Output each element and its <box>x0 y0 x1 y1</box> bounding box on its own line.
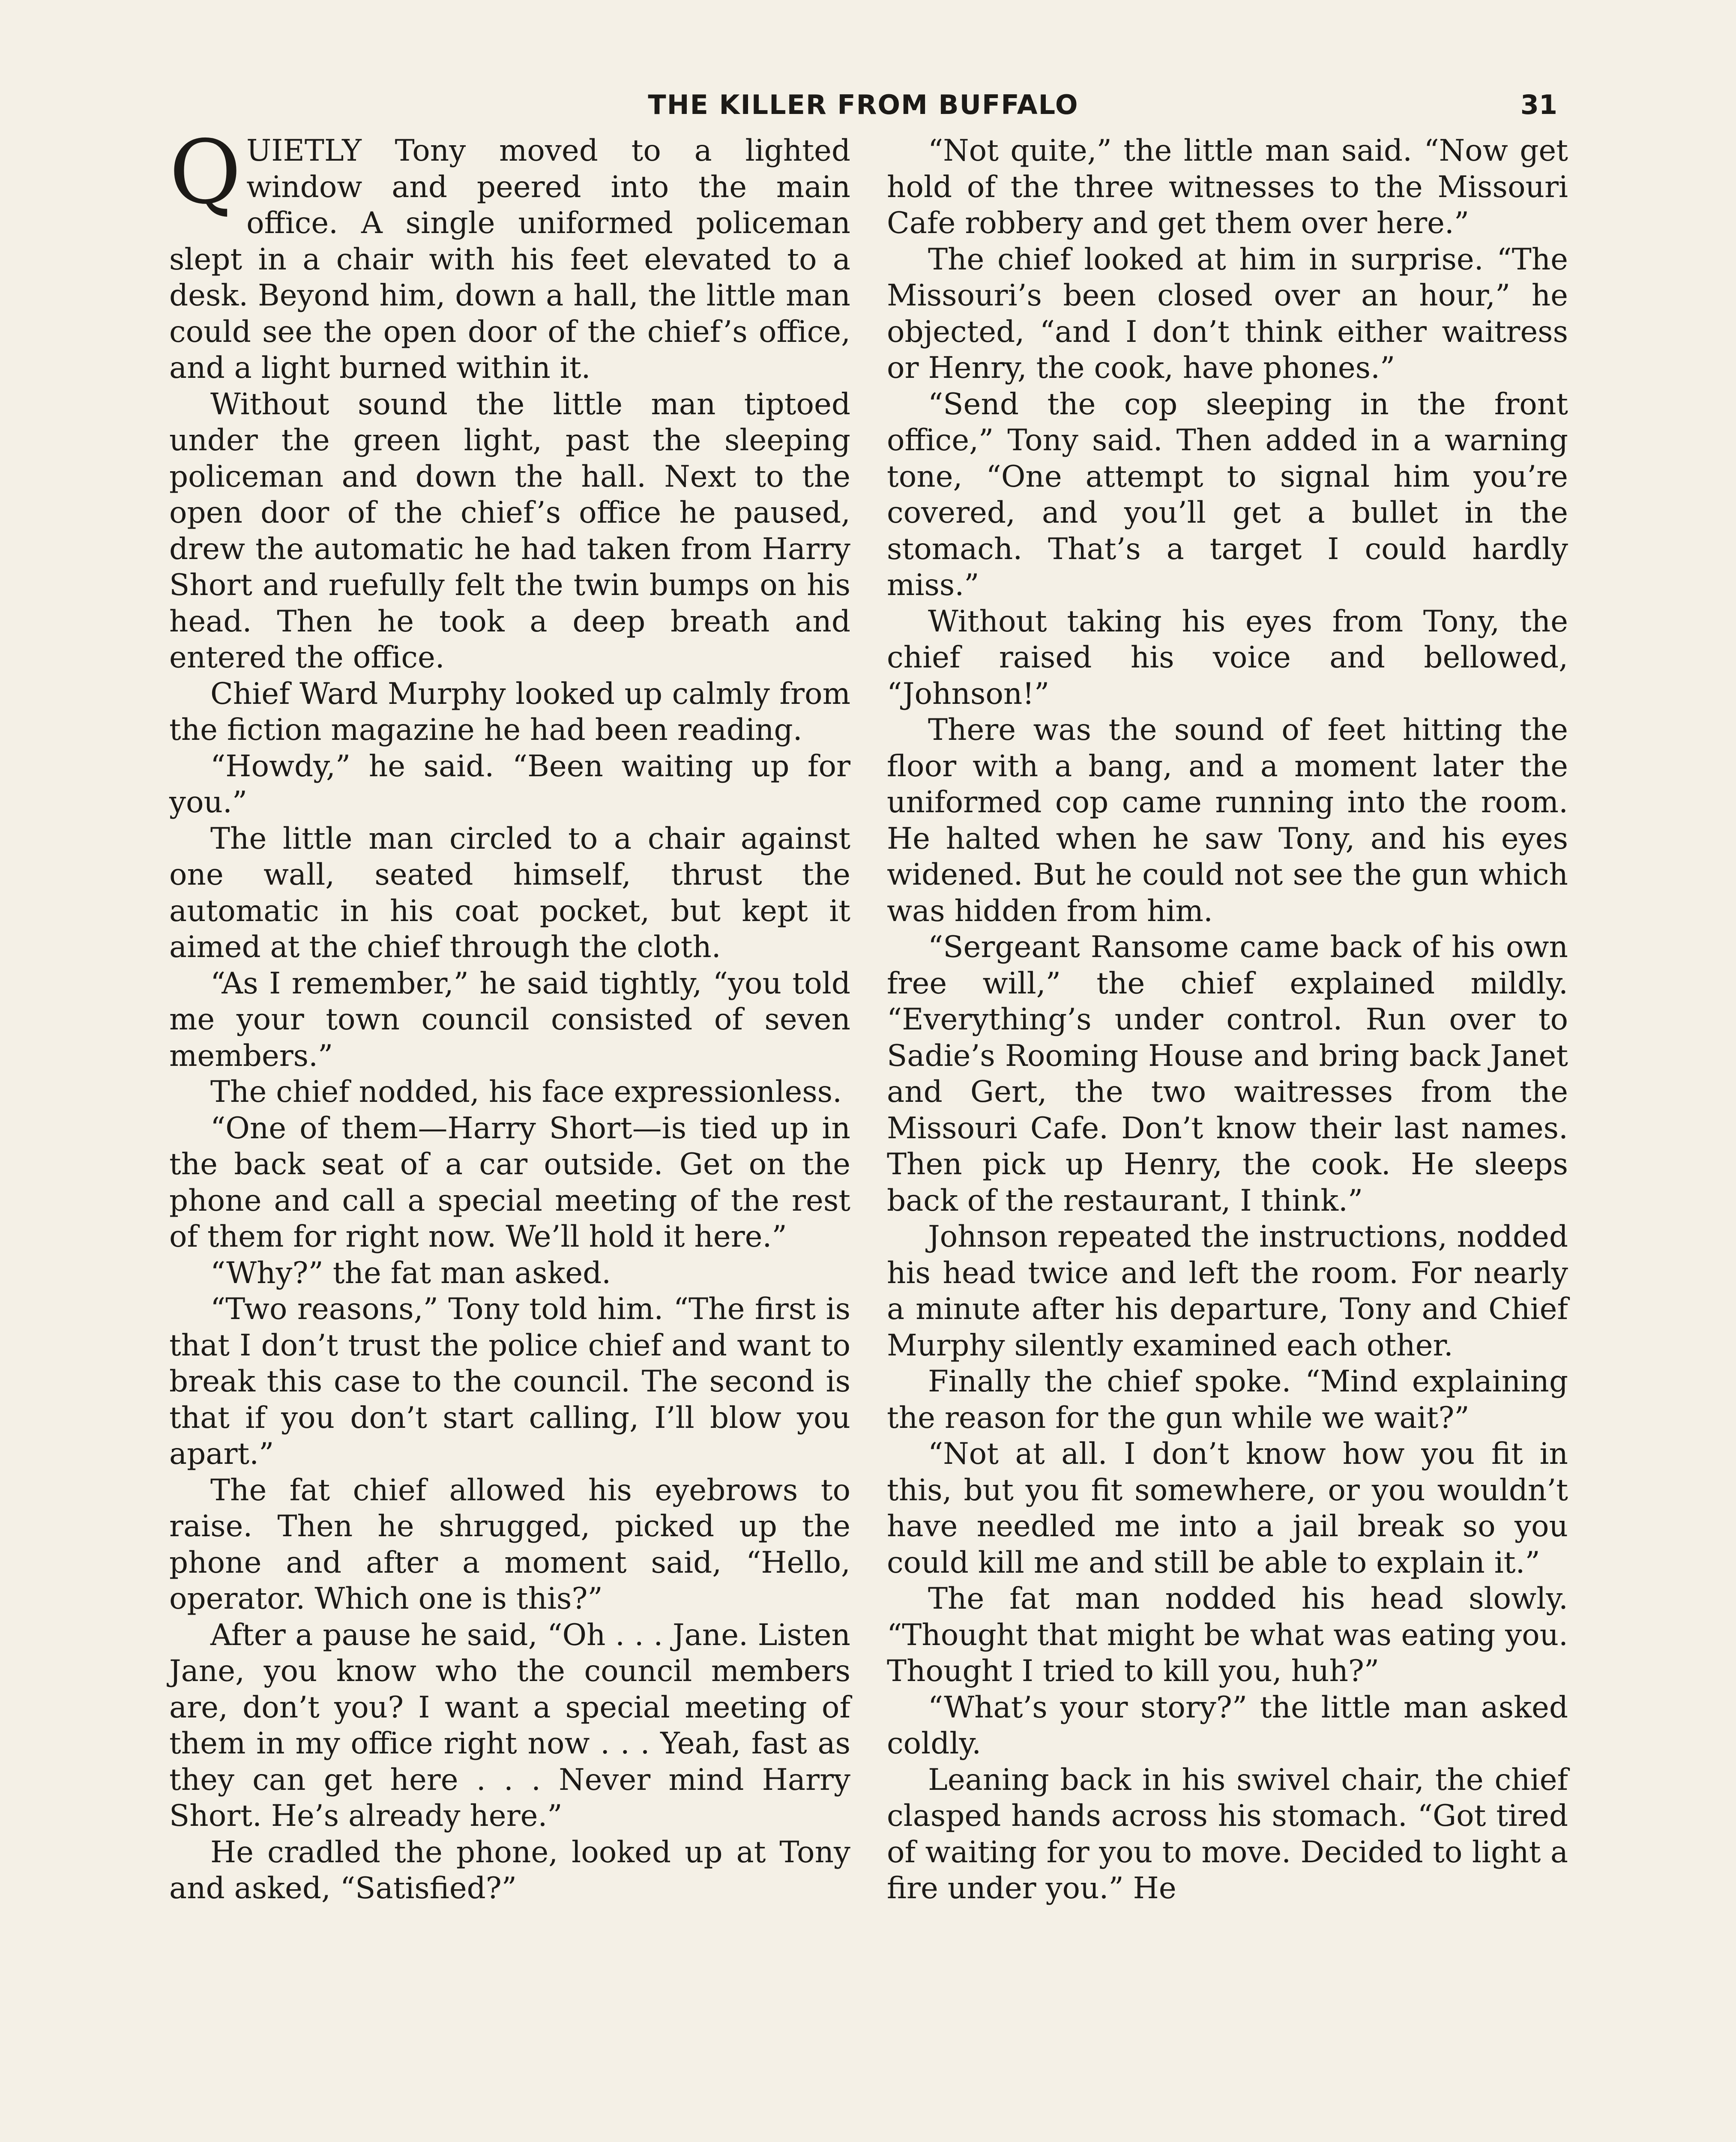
paragraph: “Howdy,” he said. “Been waiting up for you.” <box>169 749 850 820</box>
page-number: 31 <box>1520 89 1557 120</box>
paragraph: After a pause he said, “Oh . . . Jane. Listen Jane, you know who the council members are, don’t you? I want a special meeting of them in my office right now . . . Yeah, fast as they can get here . . . Never mind Harry Short. He’s already here.” <box>169 1618 850 1833</box>
paragraph: The chief nodded, his face expressionless. <box>210 1075 842 1109</box>
paragraph: The fat chief allowed his eyebrows to raise. Then he shrugged, picked up the phone and after a moment said, “Hello, operator. Which one is this?” <box>169 1473 850 1616</box>
paragraph: Chief Ward Murphy looked up calmly from the fiction magazine he had been reading. <box>169 676 850 747</box>
paragraph: “Not at all. I don’t know how you fit in this, but you fit somewhere, or you wouldn’t have needled me into a jail break so you could kill me and still be able to explain it.” <box>887 1437 1568 1580</box>
paragraph: Leaning back in his swivel chair, the chief clasped hands across his stomach. “Got tired of waiting for you to move. Decided to light a fire under you.” He <box>887 1762 1568 1906</box>
paragraph: There was the sound of feet hitting the floor with a bang, and a moment later the uniformed cop came running into the room. He halted when he saw Tony, and his eyes widened. But he could not see the gun which was hidden from him. <box>887 713 1568 928</box>
paragraph: The chief looked at him in surprise. “The Missouri’s been closed over an hour,” he objected, “and I don’t think either waitress or Henry, the cook, have phones.” <box>887 242 1568 385</box>
paragraph-text: UIETLY Tony moved to a lighted window and peered into the main office. A single uniformed policeman slept in a chair with his feet elevated to a desk. Beyond him, down a hall, the little man could see the open door of the chief’s office, and a light burned within it. <box>169 134 850 385</box>
paragraph: “Not quite,” the little man said. “Now get hold of the three witnesses to the Missouri Cafe robbery and get them over here.” <box>887 134 1568 240</box>
paragraph: “Why?” the fat man asked. <box>210 1256 611 1290</box>
paragraph: “What’s your story?” the little man asked coldly. <box>887 1690 1568 1761</box>
paragraph: “Sergeant Ransome came back of his own free will,” the chief explained mildly. “Everything’s under control. Run over to Sadie’s Rooming House and bring back Janet and Gert, the two waitresses from the Missouri Cafe. Don’t know their last names. Then pick up Henry, the cook. He sleeps back of the restaurant, I think.” <box>887 930 1568 1218</box>
paragraph: Without taking his eyes from Tony, the chief raised his voice and bellowed, “Johnson!” <box>887 604 1568 711</box>
paragraph: Johnson repeated the instructions, nodded his head twice and left the room. For nearly a minute after his departure, Tony and Chief Murphy silently examined each other. <box>887 1220 1568 1363</box>
paragraph: “As I remember,” he said tightly, “you told me your town council consisted of seven members.” <box>169 966 850 1073</box>
paragraph: Without sound the little man tiptoed under the green light, past the sleeping policeman and down the hall. Next to the open door of the chief’s office he paused, drew the automatic he had taken from Harry Short and ruefully felt the twin bumps on his head. Then he took a deep breath and entered the office. <box>169 387 850 675</box>
paragraph: Finally the chief spoke. “Mind explaining the reason for the gun while we wait?” <box>887 1364 1568 1435</box>
paragraph <box>169 122 850 386</box>
paragraph: “One of them—Harry Short—is tied up in the back seat of a car outside. Get on the phone and call a special meeting of the rest of them for right now. We’ll hold it here.” <box>169 1111 850 1254</box>
drop-cap: Q <box>169 122 242 224</box>
paragraph: “Send the cop sleeping in the front office,” Tony said. Then added in a warning tone, “One attempt to signal him you’re covered, and you’ll get a bullet in the stomach. That’s a target I could hardly miss.” <box>887 387 1568 602</box>
paragraph: The fat man nodded his head slowly. “Thought that might be what was eating you. Thought I tried to kill you, huh?” <box>887 1582 1568 1688</box>
paragraph: He cradled the phone, looked up at Tony and asked, “Satisfied?” <box>169 1835 850 1906</box>
paragraph: The little man circled to a chair against one wall, seated himself, thrust the automatic in his coat pocket, but kept it aimed at the chief through the cloth. <box>169 821 850 964</box>
running-title: THE KILLER FROM BUFFALO <box>648 89 1079 120</box>
left-column <box>169 122 850 1907</box>
right-column <box>887 133 1568 1907</box>
running-header <box>169 88 1557 122</box>
paragraph: “Two reasons,” Tony told him. “The first is that I don’t trust the police chief and want to break this case to the council. The second is that if you don’t start calling, I’ll blow you apart.” <box>169 1292 850 1471</box>
